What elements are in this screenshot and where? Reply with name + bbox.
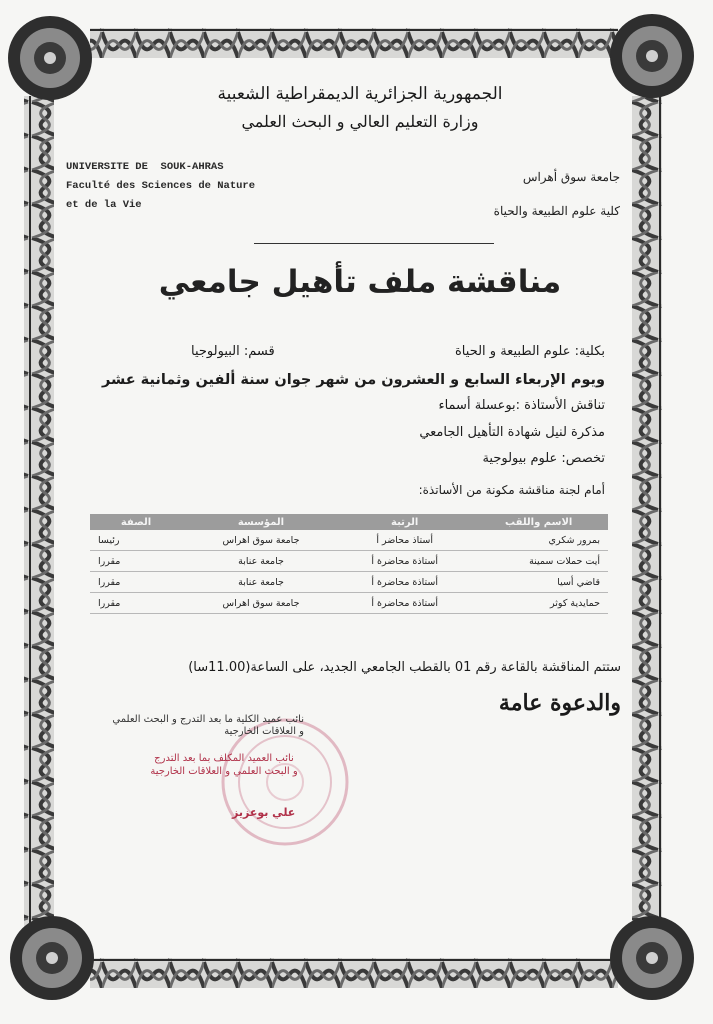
- stamp-text-line2: و البحث العلمي و العلاقات الخارجية: [150, 766, 298, 777]
- member-rank: أستاذة محاضرة أ: [340, 551, 469, 572]
- frame-top: [90, 28, 618, 58]
- table-row: [90, 551, 608, 572]
- member-name: قاضي أسيا: [469, 572, 608, 593]
- frame-left: [24, 96, 54, 928]
- public-invitation: والدعوة عامة: [498, 690, 621, 716]
- frame-bottom: [90, 958, 618, 988]
- university-name-arabic: جامعة سوق أهراس: [522, 170, 620, 184]
- faculty-name-arabic: كلية علوم الطبيعة والحياة: [493, 204, 620, 218]
- signatory-name: علي بوعزيز: [232, 806, 296, 819]
- thesis-line: مذكرة لنيل شهادة التأهيل الجامعي: [419, 425, 605, 440]
- table-row: [90, 572, 608, 593]
- member-rank: أستاذة محاضرة أ: [340, 593, 469, 614]
- document-title: مناقشة ملف تأهيل جامعي: [158, 264, 562, 300]
- signatory-title-line1: نائب عميد الكلية ما بعد التدرج و البحث العلمي: [112, 714, 304, 725]
- member-institution: جامعة سوق اهراس: [182, 530, 340, 551]
- university-name-latin: UNIVERSITE DE SOUK-AHRAS: [66, 161, 224, 173]
- corner-ornament-top-left: [8, 16, 92, 100]
- department-line: قسم: البيولوجيا: [191, 344, 275, 359]
- signatory-title-line2: و العلاقات الخارجية: [224, 726, 304, 737]
- header-role: الصفة: [90, 514, 182, 530]
- member-institution: جامعة سوق اهراس: [182, 593, 340, 614]
- stamp-text: [124, 752, 324, 778]
- republic-heading: الجمهورية الجزائرية الديمقراطية الشعبية: [217, 84, 503, 104]
- table-header-row: [90, 514, 608, 530]
- signatory-title: [104, 714, 304, 738]
- member-name: أيت حملات سمينة: [469, 551, 608, 572]
- corner-ornament-bottom-left: [10, 916, 94, 1000]
- table-row: [90, 593, 608, 614]
- stamp-text-line1: نائب العميد المكلف بما بعد التدرج: [154, 753, 294, 764]
- corner-ornament-bottom-right: [610, 916, 694, 1000]
- committee-table: [90, 514, 608, 614]
- member-institution: جامعة عنابة: [182, 572, 340, 593]
- corner-ornament-top-right: [610, 14, 694, 98]
- member-institution: جامعة عنابة: [182, 551, 340, 572]
- institution-latin: [66, 158, 255, 215]
- table-row: [90, 530, 608, 551]
- member-role: مقررا: [90, 593, 182, 614]
- frame-right: [632, 96, 662, 928]
- candidate-line: تناقش الأستاذة :بوعسلة أسماء: [438, 398, 605, 413]
- header-institution: المؤسسة: [182, 514, 340, 530]
- specialty-line: تخصص: علوم بيولوجية: [482, 451, 605, 466]
- member-role: مقررا: [90, 572, 182, 593]
- header-rank: الرتبة: [340, 514, 469, 530]
- member-rank: أستاذة محاضرة أ: [340, 572, 469, 593]
- member-rank: أستاذ محاضر أ: [340, 530, 469, 551]
- member-name: بمرور شكري: [469, 530, 608, 551]
- member-role: رئيسا: [90, 530, 182, 551]
- member-role: مقررا: [90, 551, 182, 572]
- faculty-line: بكلية: علوم الطبيعة و الحياة: [455, 344, 605, 359]
- member-name: حمايدية كوثر: [469, 593, 608, 614]
- date-line: ويوم الإربعاء السابع و العشرون من شهر جوان سنة ألفين وثمانية عشر: [101, 372, 605, 388]
- schedule-line: ستتم المناقشة بالقاعة رقم 01 بالقطب الجامعي الجديد، على الساعة(11.00سا): [188, 660, 621, 675]
- faculty-name-latin-cont: et de la Vie: [66, 199, 142, 211]
- divider: [254, 243, 494, 244]
- header-name: الاسم واللقب: [469, 514, 608, 530]
- ministry-heading: وزارة التعليم العالي و البحث العلمي: [241, 112, 479, 131]
- committee-intro: أمام لجنة مناقشة مكونة من الأساتذة:: [418, 483, 605, 497]
- faculty-name-latin: Faculté des Sciences de Nature: [66, 180, 256, 192]
- institution-arabic: [440, 160, 620, 228]
